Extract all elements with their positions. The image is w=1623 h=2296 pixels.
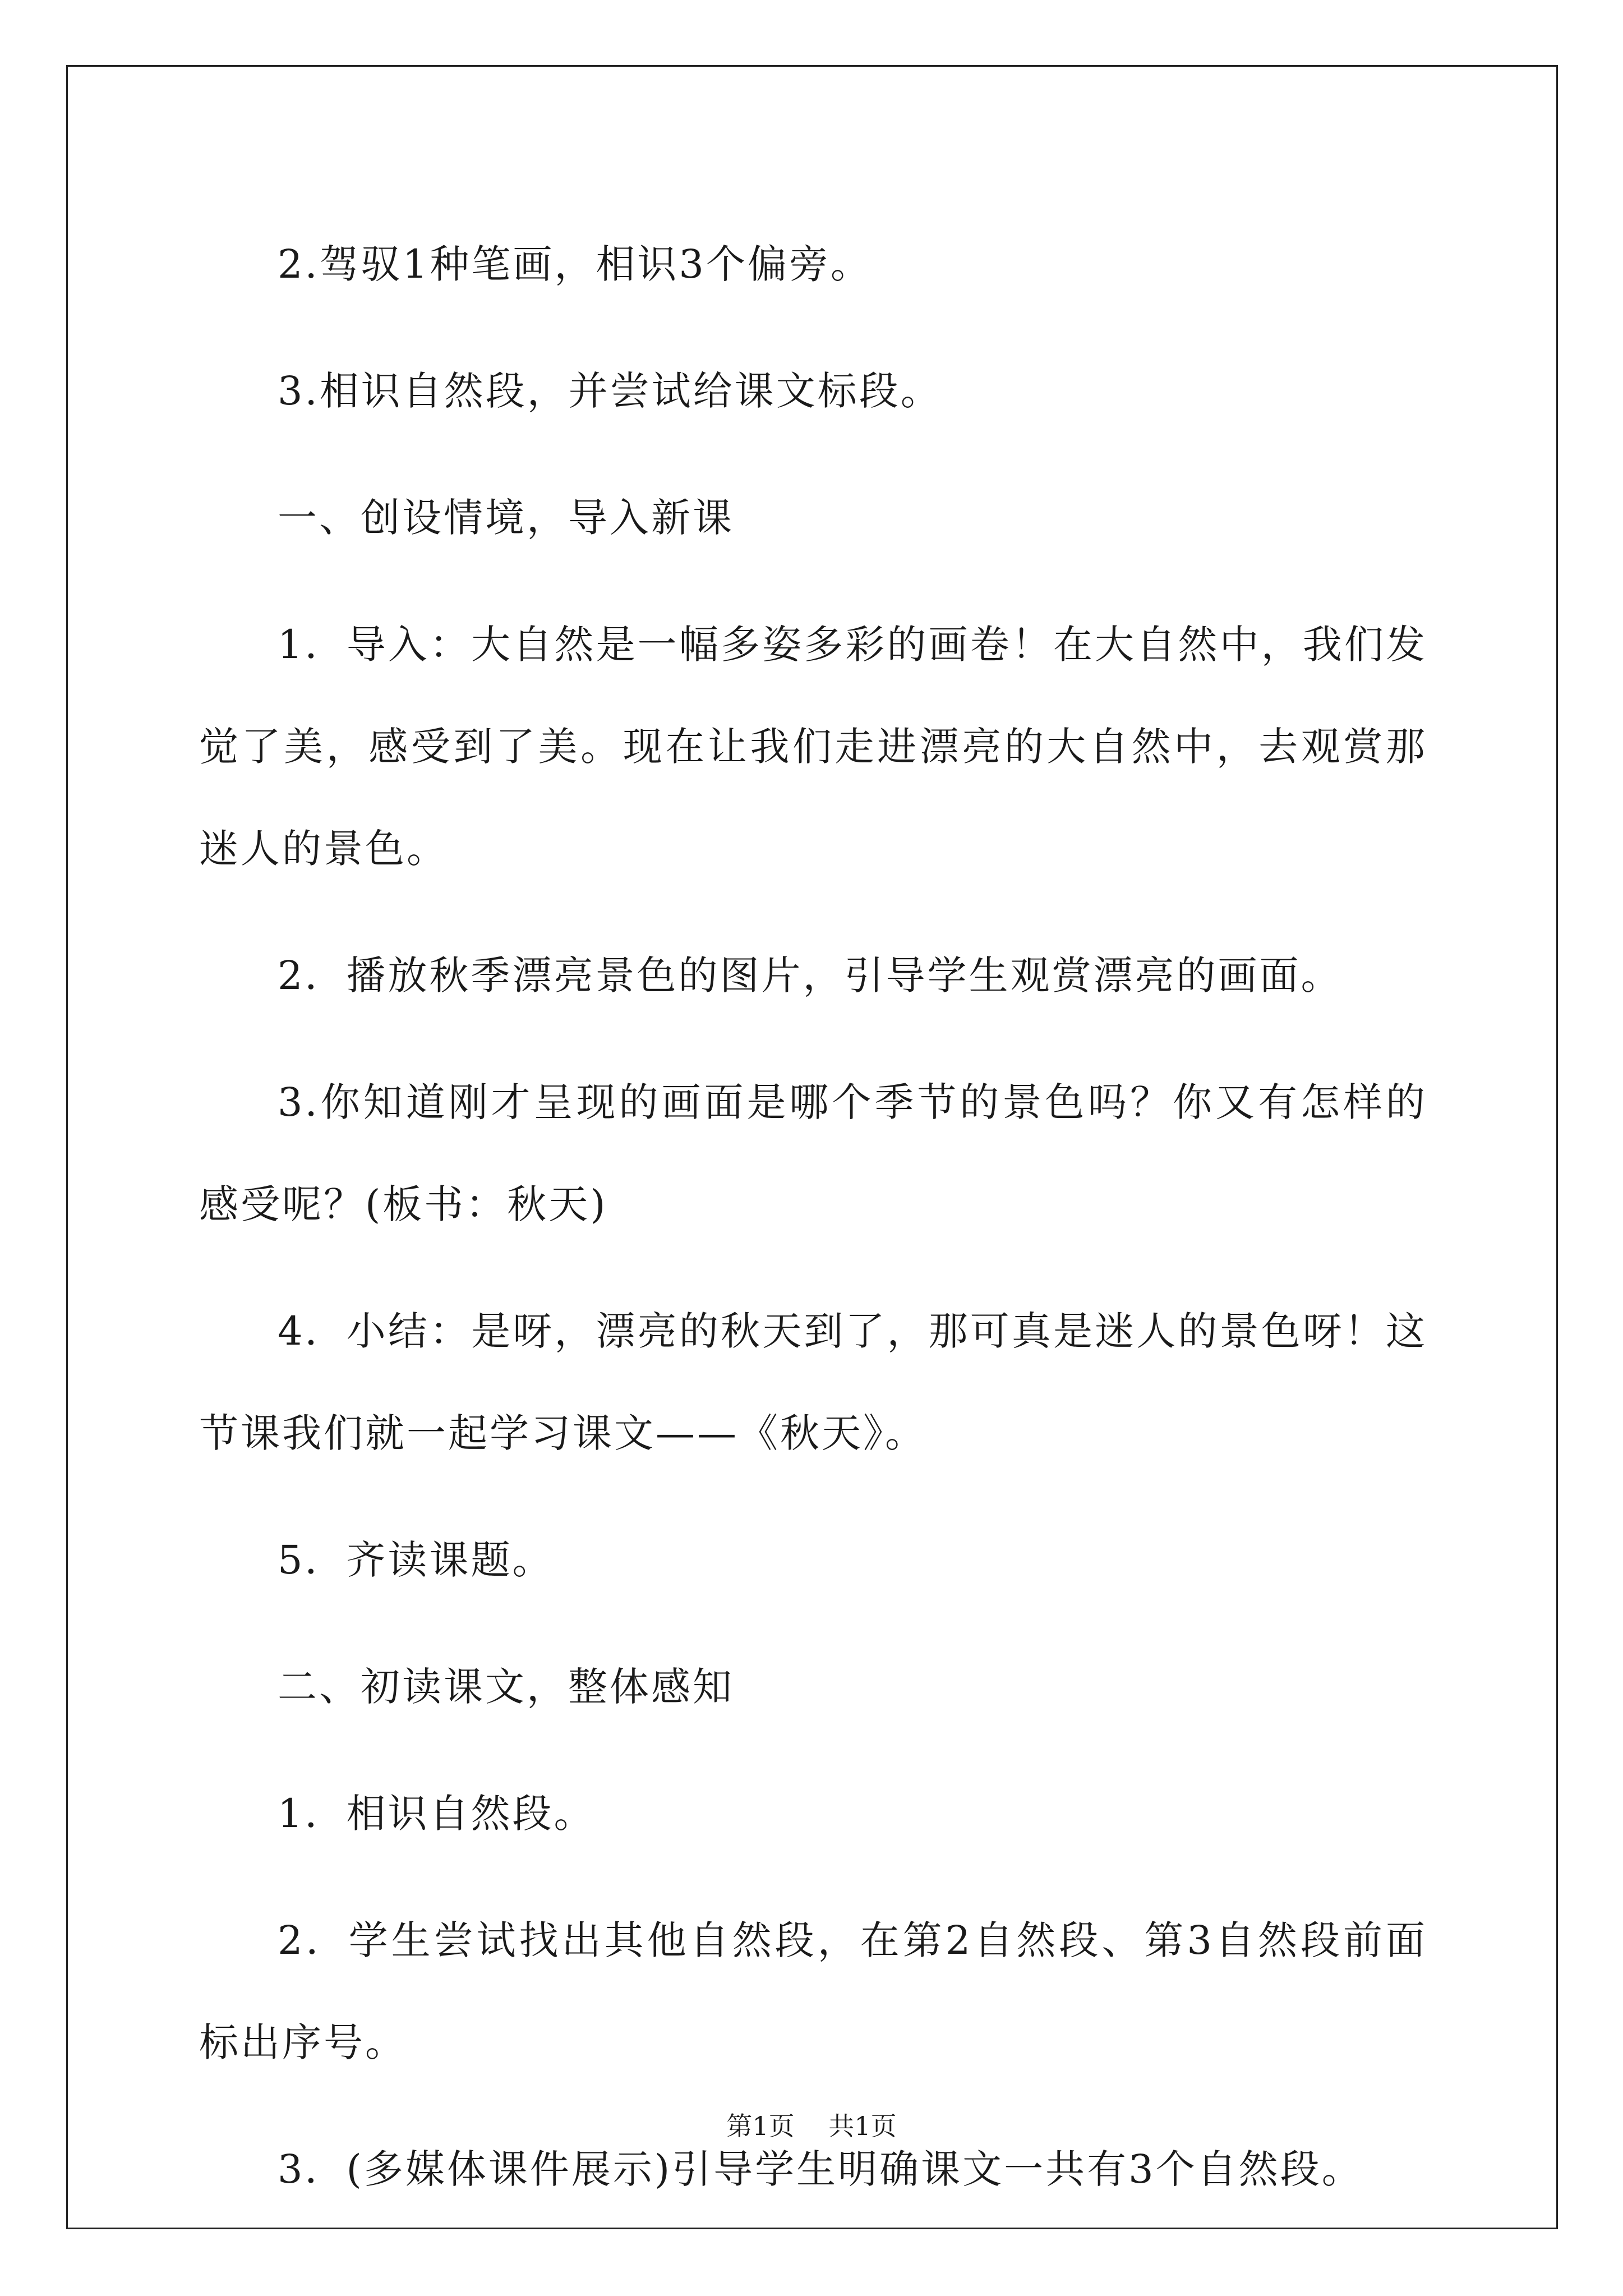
paragraph-objective-3: 3.相识自然段，并尝试给课文标段。 bbox=[278, 368, 942, 414]
page-number-current: 第1页 bbox=[726, 2111, 795, 2141]
page-footer bbox=[0, 2109, 1623, 2143]
paragraph-question: 3.你知道刚才呈现的画面是哪个季节的景色吗？你又有怎样的感受呢？(板书：秋天) bbox=[199, 1079, 1427, 1227]
document-body bbox=[199, 213, 1427, 2220]
paragraph-find-paragraphs: 2．学生尝试找出其他自然段，在第2自然段、第3自然段前面标出序号。 bbox=[199, 1917, 1427, 2065]
paragraph-paragraphs: 1．相识自然段。 bbox=[278, 1791, 596, 1837]
paragraph-summary: 4．小结：是呀，漂亮的秋天到了，那可真是迷人的景色呀！这节课我们就一起学习课文——《秋天》。 bbox=[199, 1308, 1427, 1456]
paragraph-show-pictures: 2．播放秋季漂亮景色的图片，引导学生观赏漂亮的画面。 bbox=[278, 953, 1343, 999]
paragraph-read-title: 5．齐读课题。 bbox=[278, 1537, 554, 1583]
section-heading-1: 一、创设情境，导入新课 bbox=[278, 495, 734, 541]
paragraph-intro: 1．导入：大自然是一幅多姿多彩的画卷！在大自然中，我们发觉了美，感受到了美。现在让我们走进漂亮的大自然中，去观赏那迷人的景色。 bbox=[199, 622, 1427, 872]
paragraph-objective-2: 2.驾驭1种笔画，相识3个偏旁。 bbox=[278, 241, 872, 287]
paragraph-multimedia: 3．(多媒体课件展示)引导学生明确课文一共有3个自然段。 bbox=[278, 2146, 1363, 2192]
section-heading-2: 二、初读课文，整体感知 bbox=[278, 1664, 734, 1710]
page-number-total: 共1页 bbox=[828, 2111, 897, 2141]
